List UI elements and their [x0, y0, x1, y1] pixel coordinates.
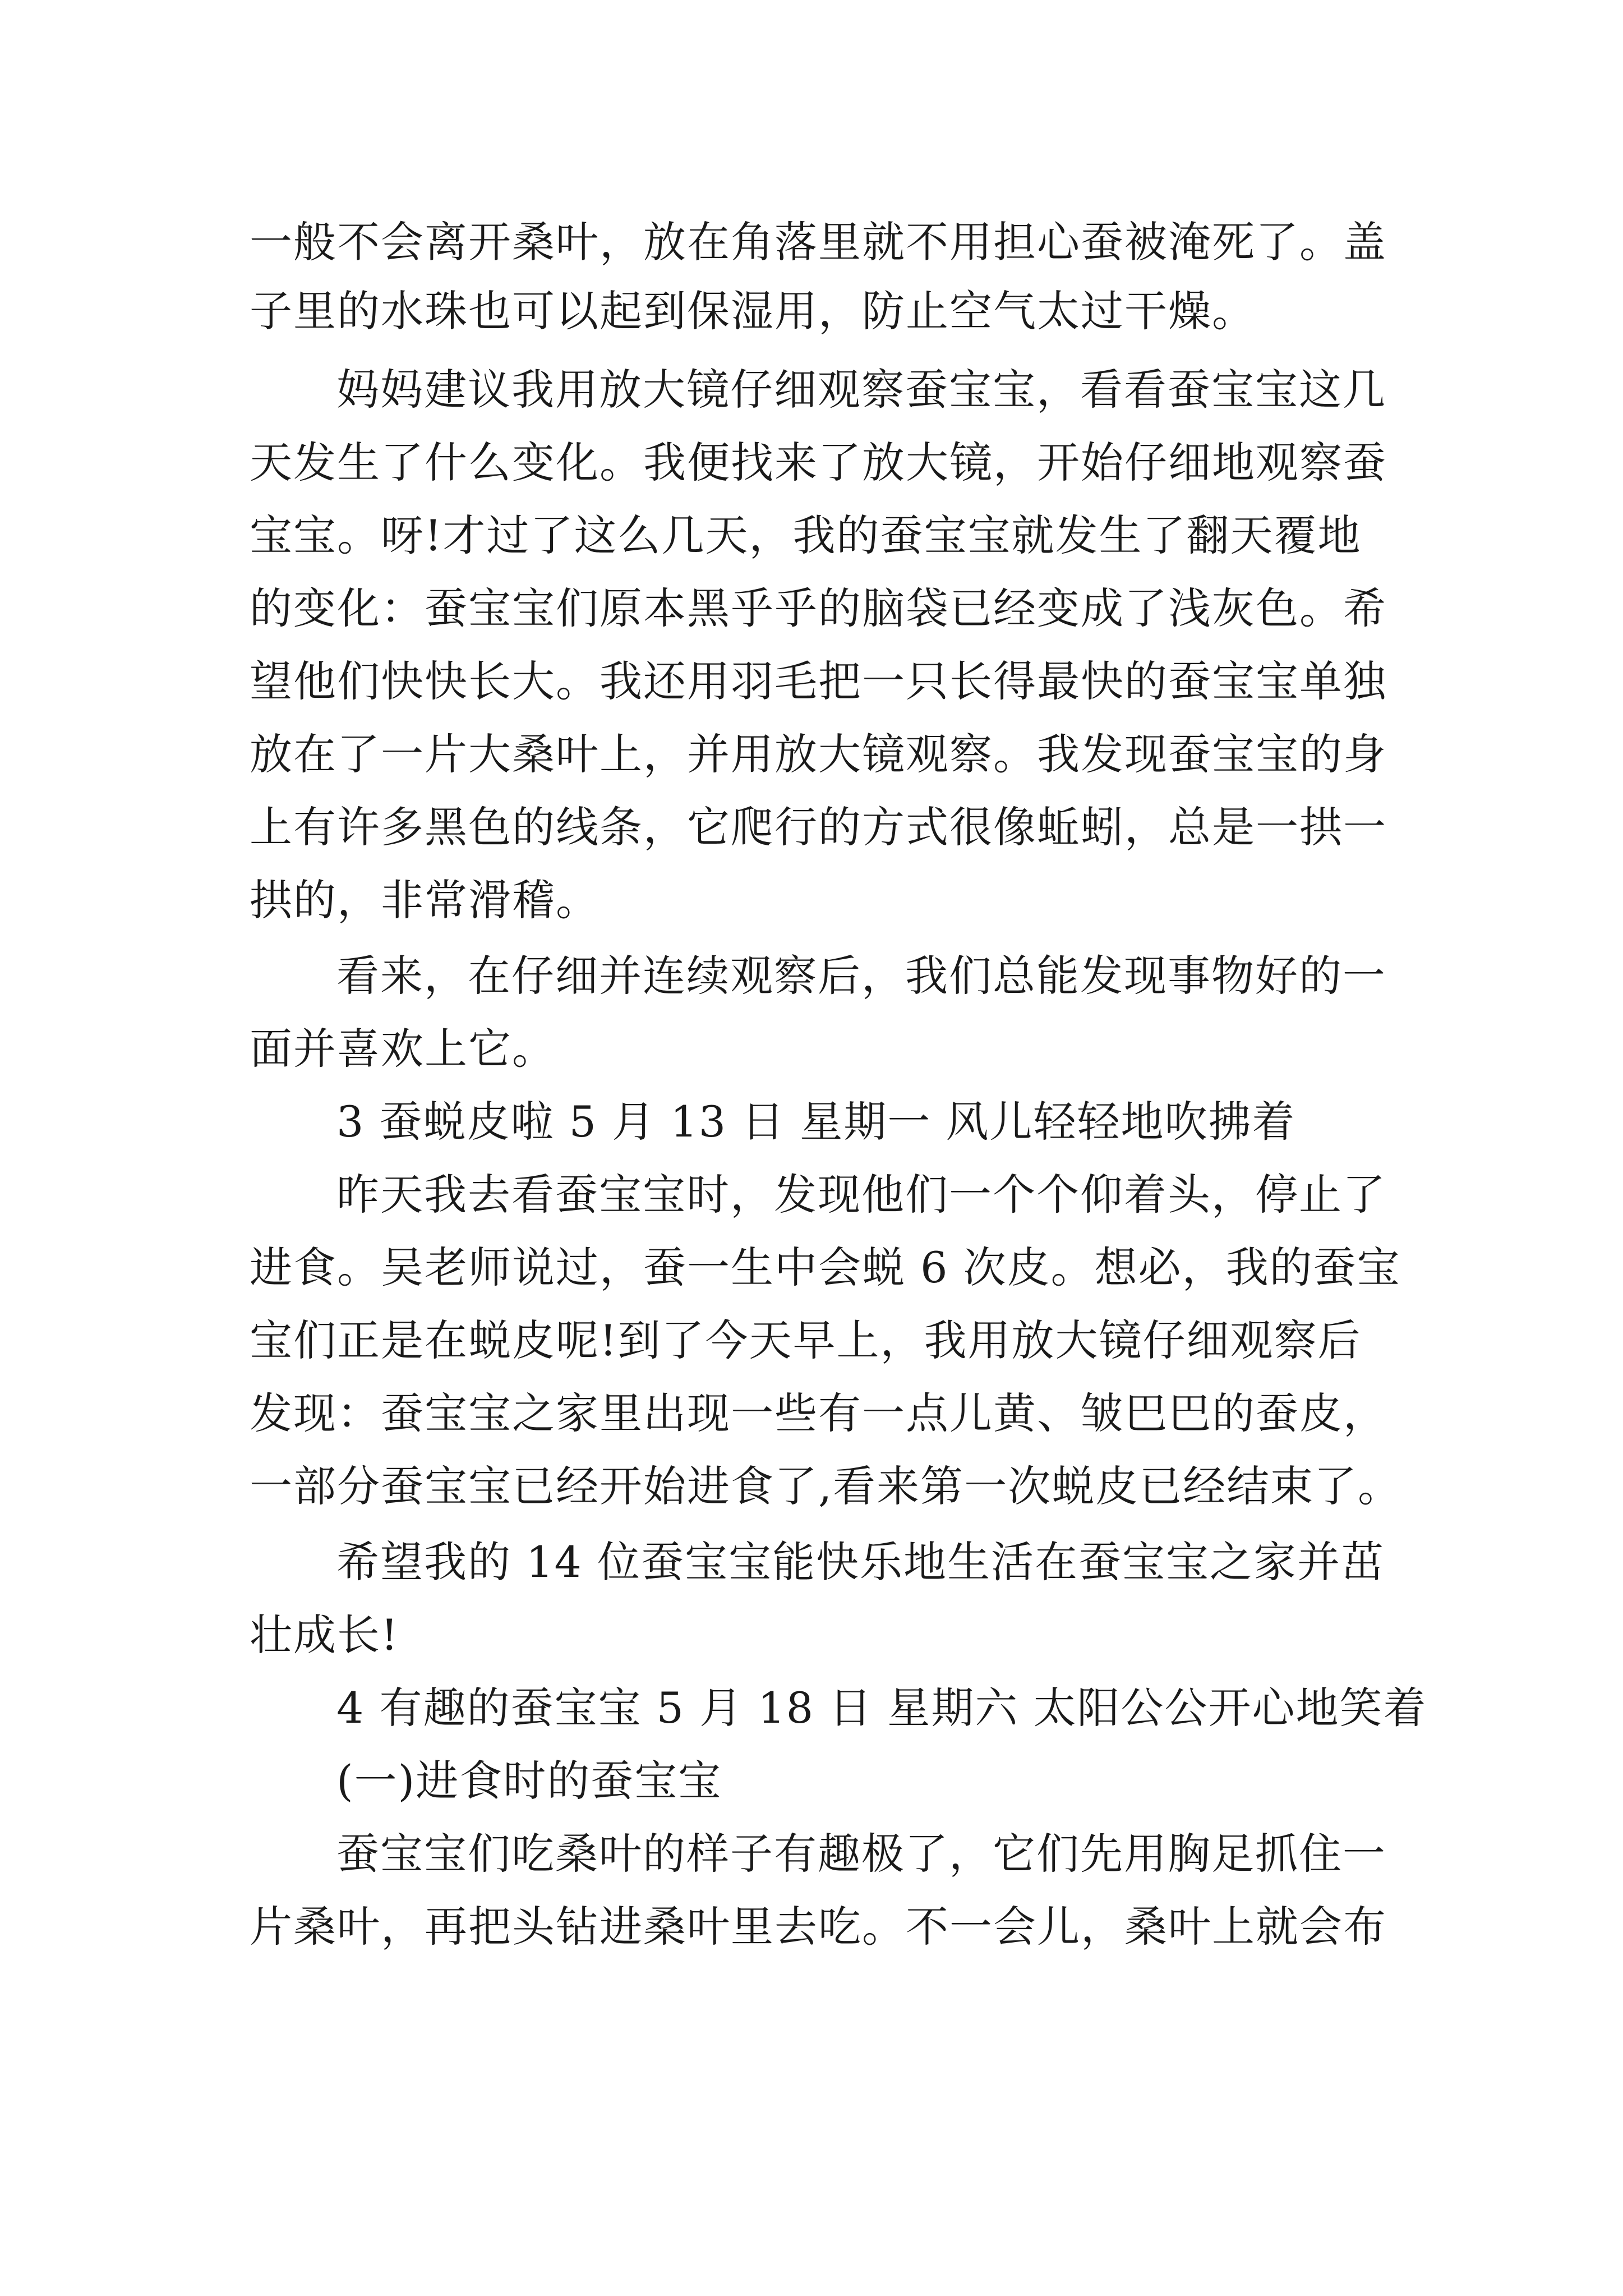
- paragraph-first-line: 妈妈建议我用放大镜仔细观察蚕宝宝，看看蚕宝宝这几: [336, 365, 1386, 415]
- text-line: 拱的，非常滑稽。: [250, 875, 600, 925]
- text-line: 子里的水珠也可以起到保湿用，防止空气太过干燥。: [250, 286, 1256, 336]
- text-line: 壮成长!: [250, 1610, 399, 1660]
- paragraph-first-line: 昨天我去看蚕宝宝时，发现他们一个个仰着头，停止了: [336, 1170, 1386, 1220]
- text-line: 进食。吴老师说过，蚕一生中会蜕 6 次皮。想必，我的蚕宝: [250, 1243, 1401, 1292]
- section-heading: 4 有趣的蚕宝宝 5 月 18 日 星期六 太阳公公开心地笑着: [336, 1683, 1427, 1733]
- text-line: 一般不会离开桑叶，放在角落里就不用担心蚕被淹死了。盖: [250, 217, 1387, 267]
- text-line: 面并喜欢上它。: [250, 1024, 556, 1074]
- text-line: 发现：蚕宝宝之家里出现一些有一点儿黄、皱巴巴的蚕皮，: [250, 1388, 1387, 1438]
- text-line: 天发生了什么变化。我便找来了放大镜，开始仔细地观察蚕: [250, 438, 1387, 487]
- text-line: 放在了一片大桑叶上，并用放大镜观察。我发现蚕宝宝的身: [250, 729, 1387, 779]
- subsection-heading: (一)进食时的蚕宝宝: [336, 1756, 722, 1806]
- text-line: 一部分蚕宝宝已经开始进食了,看来第一次蜕皮已经结束了。: [250, 1461, 1402, 1511]
- text-line: 的变化：蚕宝宝们原本黑乎乎的脑袋已经变成了浅灰色。希: [250, 583, 1387, 633]
- text-line: 宝们正是在蜕皮呢!到了今天早上，我用放大镜仔细观察后: [250, 1315, 1362, 1365]
- paragraph-first-line: 蚕宝宝们吃桑叶的样子有趣极了，它们先用胸足抓住一: [336, 1829, 1386, 1879]
- text-line: 上有许多黑色的线条，它爬行的方式很像蚯蚓，总是一拱一: [250, 802, 1387, 852]
- text-line: 宝宝。呀!才过了这么几天，我的蚕宝宝就发生了翻天覆地: [250, 510, 1362, 560]
- paragraph-first-line: 希望我的 14 位蚕宝宝能快乐地生活在蚕宝宝之家并茁: [336, 1537, 1385, 1587]
- text-line: 望他们快快长大。我还用羽毛把一只长得最快的蚕宝宝单独: [250, 656, 1387, 706]
- paragraph-first-line: 看来，在仔细并连续观察后，我们总能发现事物好的一: [336, 951, 1386, 1001]
- text-line: 片桑叶，再把头钻进桑叶里去吃。不一会儿，桑叶上就会布: [250, 1902, 1387, 1952]
- section-heading: 3 蚕蜕皮啦 5 月 13 日 星期一 风儿轻轻地吹拂着: [336, 1097, 1296, 1147]
